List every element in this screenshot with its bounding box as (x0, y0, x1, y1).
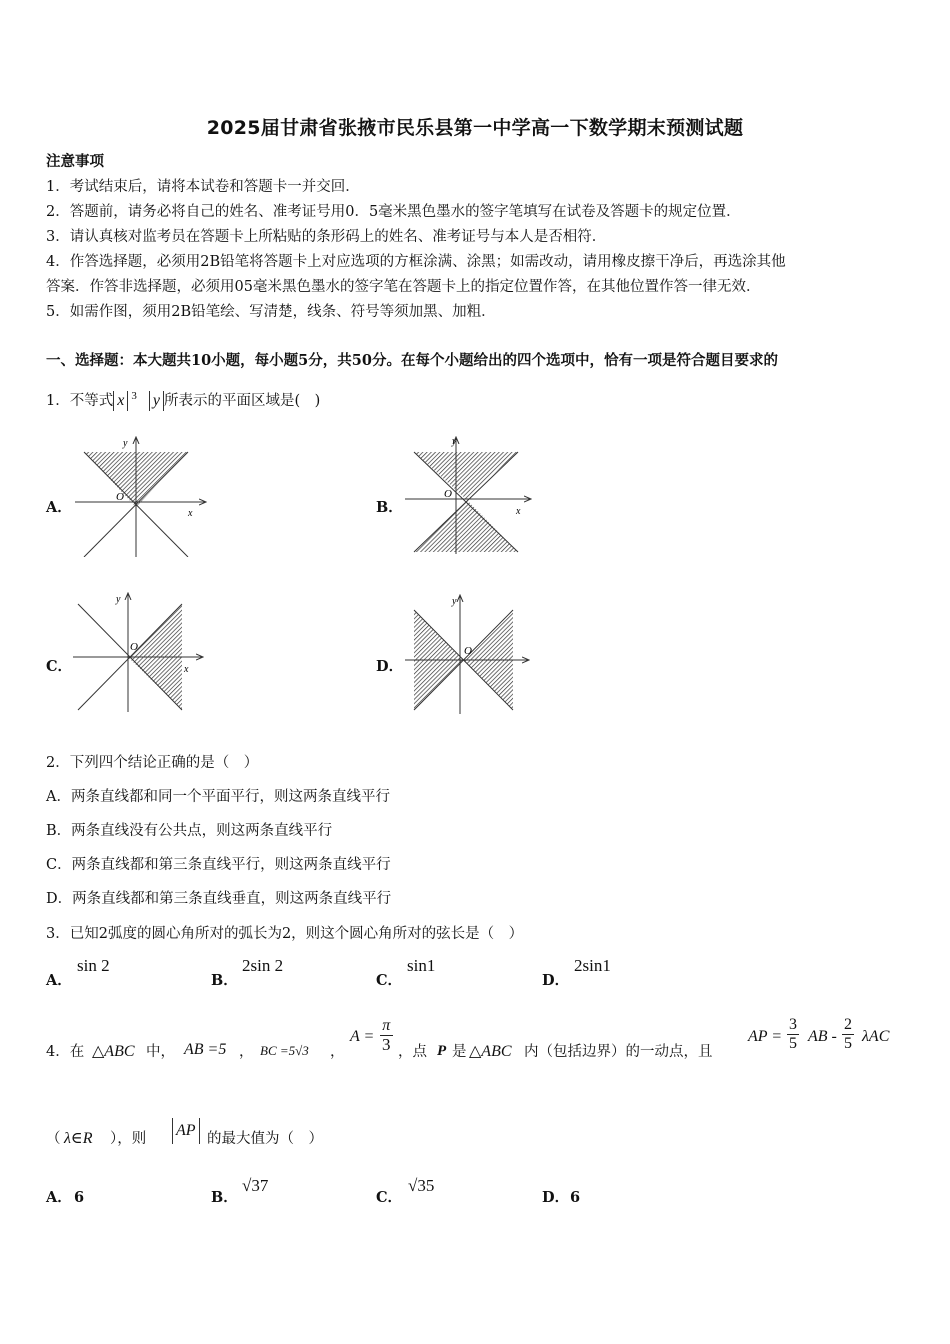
q4-frac2-den: 5 (844, 1035, 852, 1052)
q3-stem: 3．已知2弧度的圆心角所对的弧长为2，则这个圆心角所对的弦长是（ ） (46, 926, 524, 942)
q4-pi-frac (380, 1017, 393, 1054)
notice-item-5: 5．如需作图，须用2B铅笔绘、写清楚，线条、符号等须加黑、加粗． (46, 304, 496, 320)
q1-a-origin: O (116, 491, 124, 503)
q4-option-a-label: A． (46, 1189, 72, 1206)
q1-abs-x: x (113, 391, 128, 411)
q4-line2-c: 的最大值为（ ） (207, 1131, 323, 1147)
q1-graph-c (70, 590, 210, 715)
q1-exp: 3 (131, 390, 137, 402)
q1-stem (46, 386, 320, 411)
q4-option-d-label: D． (542, 1189, 570, 1206)
q4-frac-1 (787, 1016, 799, 1053)
q3-option-c-label: C． (376, 972, 403, 989)
q1-d-origin: O (464, 645, 472, 657)
q1-option-a-label: A． (46, 499, 72, 516)
q4-option-a-value: 6 (74, 1189, 85, 1206)
q1-graph-a (70, 432, 210, 557)
q1-c-x-label: x (184, 664, 189, 675)
q4-ab: AB =5 (184, 1041, 227, 1058)
q3-option-d-label: D． (542, 972, 570, 989)
q4-frac1-num: 3 (789, 1016, 797, 1033)
q4-line2-b: ），则 (110, 1131, 147, 1147)
q4-pi: π (380, 1017, 393, 1036)
notice-item-2: 2．答题前，请务必将自己的姓名、准考证号用0．5毫米黑色墨水的签字笔填写在试卷及答题卡的规定位置． (46, 204, 741, 220)
q4-p5: 内（包括边界）的一动点，且 (524, 1044, 713, 1060)
q1-b-y-label: y (452, 436, 457, 447)
q4-angle-a: A = (350, 1028, 375, 1045)
q3-option-b-label: B． (211, 972, 238, 989)
q4-option-c-value: √35 (408, 1176, 435, 1195)
q4-comma: ， (239, 1044, 254, 1060)
q4-p4: 是 (452, 1044, 467, 1060)
q3-option-a-label: A． (46, 972, 72, 989)
q4-p1: 4．在 (46, 1044, 85, 1060)
q1-option-b-label: B． (376, 499, 403, 516)
q4-frac1-den: 5 (789, 1035, 797, 1052)
q1-suffix: 所表示的平面区域是( ) (163, 392, 321, 409)
q3-option-b-value: 2sin 2 (242, 956, 284, 975)
q2-option-b: B．两条直线没有公共点，则这两条直线平行 (46, 823, 333, 839)
q1-c-y-label: y (116, 594, 121, 605)
q3-option-a-value: sin 2 (77, 956, 110, 975)
q3-option-d-value: 2sin1 (574, 956, 611, 975)
q4-triangle-2: △ABC (469, 1043, 512, 1060)
q1-b-region-bottom (414, 499, 518, 552)
q4-p2: 中， (146, 1044, 175, 1060)
q1-b-region-top (414, 452, 518, 499)
q4-ab-vec: AB - (808, 1028, 837, 1045)
q4-lambda-range: λ∈R (64, 1130, 93, 1147)
q4-ap-eq: AP = (748, 1028, 783, 1045)
q4-line2-a: （ (46, 1131, 61, 1147)
q1-option-c-label: C． (46, 658, 73, 675)
q1-graph-d (400, 590, 540, 715)
q2-option-d: D．两条直线都和第三条直线垂直，则这两条直线平行 (46, 891, 392, 907)
notice-item-3: 3．请认真核对监考员在答题卡上所粘贴的条形码上的姓名、准考证号与本人是否相符． (46, 229, 607, 245)
q4-point-p: P (437, 1043, 447, 1059)
q1-d-y-label: y (452, 596, 457, 607)
page-title: 2025届甘肃省张掖市民乐县第一中学高一下数学期末预测试题 (206, 117, 744, 139)
notice-heading: 注意事项 (46, 153, 104, 170)
q1-abs-y: y (149, 391, 164, 411)
q4-option-c-label: C． (376, 1189, 403, 1206)
q1-option-d-label: D． (376, 658, 404, 675)
q4-frac-2 (842, 1016, 854, 1053)
q1-b-origin: O (444, 488, 452, 500)
notice-item-1: 1．考试结束后，请将本试卷和答题卡一并交回． (46, 179, 360, 195)
q1-a-x-label: x (188, 508, 193, 519)
q1-c-origin: O (130, 641, 138, 653)
q4-triangle: △ABC (92, 1043, 135, 1060)
q4-ap-abs: AP (172, 1118, 200, 1144)
q2-option-a: A．两条直线都和同一个平面平行，则这两条直线平行 (46, 789, 390, 805)
q4-option-b-value: √37 (242, 1176, 269, 1195)
q4-option-b-label: B． (211, 1189, 238, 1206)
notice-item-4-cont: 答案．作答非选择题，必须用05毫米黑色墨水的签字笔在答题卡上的指定位置作答，在其他位置作答一律无效． (46, 279, 761, 295)
q4-frac2-num: 2 (844, 1016, 852, 1033)
q1-b-x-label: x (516, 506, 521, 517)
q4-comma-2: ， (330, 1044, 345, 1060)
section-heading: 一、选择题：本大题共10小题，每小题5分，共50分。在每个小题给出的四个选项中，恰有一项是符合题目要求的 (46, 352, 778, 369)
q1-a-y-label: y (123, 438, 128, 449)
q4-p3: ，点 (398, 1044, 427, 1060)
q4-option-d-value: 6 (570, 1189, 581, 1206)
q2-option-c: C．两条直线都和第三条直线平行，则这两条直线平行 (46, 857, 391, 873)
q2-stem: 2．下列四个结论正确的是（ ） (46, 755, 259, 771)
q1-graph-b (400, 432, 540, 557)
q4-lambda-ac: λAC (862, 1028, 890, 1045)
q1-prefix: 1．不等式 (46, 392, 114, 409)
q4-three: 3 (382, 1035, 391, 1054)
q4-bc: BC =5√3 (260, 1043, 309, 1058)
notice-item-4: 4．作答选择题，必须用2B铅笔将答题卡上对应选项的方框涂满、涂黑；如需改动，请用橡皮擦干净后，再选涂其他 (46, 254, 786, 270)
q3-option-c-value: sin1 (407, 956, 436, 975)
